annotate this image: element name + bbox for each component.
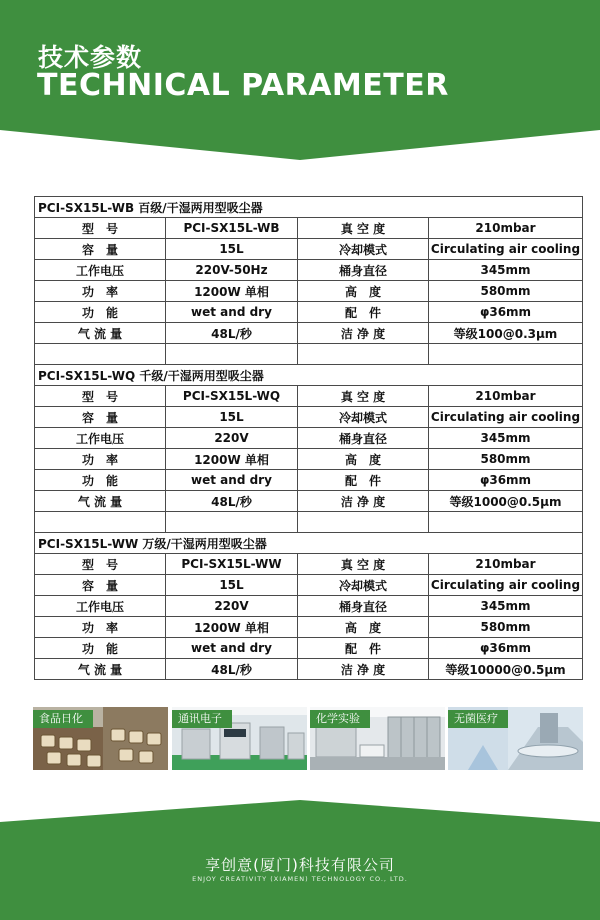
spec-tables [34, 196, 582, 680]
spec-value: Circulating air cooling [429, 239, 583, 260]
empty-cell [429, 512, 583, 533]
model-header-row [35, 197, 583, 218]
spec-label: 容 量 [35, 239, 166, 260]
footer-banner [0, 800, 600, 920]
spec-label: 功 率 [35, 281, 166, 302]
spec-label: 桶身直径 [298, 596, 429, 617]
spec-value: PCI-SX15L-WB [166, 218, 298, 239]
table-row [35, 617, 583, 638]
spec-label: 容 量 [35, 575, 166, 596]
spec-value: wet and dry [166, 638, 298, 659]
header-banner [0, 0, 600, 160]
empty-cell [298, 512, 429, 533]
spec-label: 工作电压 [35, 596, 166, 617]
spec-value: 等级100@0.3μm [429, 323, 583, 344]
spec-label: 气 流 量 [35, 659, 166, 680]
spec-label: 桶身直径 [298, 428, 429, 449]
spec-label: 高 度 [298, 617, 429, 638]
spec-label: 洁 净 度 [298, 323, 429, 344]
spec-label: 真 空 度 [298, 386, 429, 407]
spec-value: φ36mm [429, 638, 583, 659]
company-name-cn: 享创意(厦门)科技有限公司 [205, 856, 395, 874]
table-row [35, 260, 583, 281]
spec-label: 桶身直径 [298, 260, 429, 281]
page-title-cn: 技术参数 [38, 43, 143, 72]
spec-value: wet and dry [166, 302, 298, 323]
model-header-row [35, 365, 583, 386]
spec-value: wet and dry [166, 470, 298, 491]
spec-value: 1200W 单相 [166, 281, 298, 302]
table-row [35, 470, 583, 491]
spec-label: 型 号 [35, 218, 166, 239]
spec-value: 220V-50Hz [166, 260, 298, 281]
spec-label: 真 空 度 [298, 554, 429, 575]
spec-label: 洁 净 度 [298, 659, 429, 680]
spec-label: 配 件 [298, 302, 429, 323]
table-row [35, 554, 583, 575]
spec-value: 48L/秒 [166, 491, 298, 512]
application-label: 化学实验 [310, 710, 370, 728]
spec-label: 气 流 量 [35, 323, 166, 344]
spec-label: 功 能 [35, 470, 166, 491]
spec-value: 等级10000@0.5μm [429, 659, 583, 680]
application-label: 通讯电子 [172, 710, 232, 728]
spec-value: φ36mm [429, 470, 583, 491]
spec-label: 型 号 [35, 554, 166, 575]
spec-label: 配 件 [298, 470, 429, 491]
application-chemistry [310, 707, 445, 770]
company-name-en: ENJOY CREATIVITY (XIAMEN) TECHNOLOGY CO., LTD. [192, 875, 408, 883]
table-row [35, 407, 583, 428]
spec-value: 等级1000@0.5μm [429, 491, 583, 512]
table-row [35, 218, 583, 239]
empty-cell [35, 344, 166, 365]
application-label: 无菌医疗 [448, 710, 508, 728]
empty-cell [298, 344, 429, 365]
empty-cell [166, 512, 298, 533]
spec-value: 220V [166, 596, 298, 617]
spec-value: 580mm [429, 617, 583, 638]
table-row [35, 659, 583, 680]
table-row [35, 449, 583, 470]
spec-value: 15L [166, 407, 298, 428]
spec-value: 345mm [429, 428, 583, 449]
spec-label: 功 能 [35, 638, 166, 659]
table-row [35, 302, 583, 323]
spec-label: 型 号 [35, 386, 166, 407]
spec-value: 580mm [429, 281, 583, 302]
spacer-row [35, 512, 583, 533]
spec-value: 48L/秒 [166, 659, 298, 680]
spec-value: PCI-SX15L-WW [166, 554, 298, 575]
application-label: 食品日化 [33, 710, 93, 728]
spec-value: 580mm [429, 449, 583, 470]
spec-value: 210mbar [429, 386, 583, 407]
table-row [35, 638, 583, 659]
spec-value: 1200W 单相 [166, 449, 298, 470]
model-title: PCI-SX15L-WB 百级/干湿两用型吸尘器 [35, 197, 583, 218]
spec-value: φ36mm [429, 302, 583, 323]
model-title: PCI-SX15L-WQ 千级/干湿两用型吸尘器 [35, 365, 583, 386]
model-header-row [35, 533, 583, 554]
spec-label: 冷却模式 [298, 239, 429, 260]
page-title-en: TECHNICAL PARAMETER [37, 68, 449, 103]
spec-label: 工作电压 [35, 428, 166, 449]
table-row [35, 575, 583, 596]
spec-label: 高 度 [298, 449, 429, 470]
spec-value: 15L [166, 239, 298, 260]
empty-cell [429, 344, 583, 365]
spec-value: Circulating air cooling [429, 407, 583, 428]
application-medical [448, 707, 583, 770]
spacer-row [35, 344, 583, 365]
model-title: PCI-SX15L-WW 万级/干湿两用型吸尘器 [35, 533, 583, 554]
spec-label: 功 能 [35, 302, 166, 323]
application-photos [33, 707, 583, 770]
application-electronics [172, 707, 307, 770]
spec-label: 容 量 [35, 407, 166, 428]
spec-value: 220V [166, 428, 298, 449]
spec-label: 真 空 度 [298, 218, 429, 239]
table-row [35, 596, 583, 617]
spec-label: 工作电压 [35, 260, 166, 281]
application-food-chemical [33, 707, 168, 770]
spec-label: 冷却模式 [298, 575, 429, 596]
spec-value: Circulating air cooling [429, 575, 583, 596]
empty-cell [35, 512, 166, 533]
spec-label: 功 率 [35, 449, 166, 470]
spec-value: 15L [166, 575, 298, 596]
spec-label: 洁 净 度 [298, 491, 429, 512]
spec-table [34, 196, 583, 680]
table-row [35, 281, 583, 302]
spec-value: 1200W 单相 [166, 617, 298, 638]
table-row [35, 239, 583, 260]
spec-value: 345mm [429, 596, 583, 617]
spec-label: 冷却模式 [298, 407, 429, 428]
table-row [35, 491, 583, 512]
spec-label: 功 率 [35, 617, 166, 638]
spec-label: 配 件 [298, 638, 429, 659]
table-row [35, 323, 583, 344]
spec-value: 210mbar [429, 218, 583, 239]
table-row [35, 428, 583, 449]
empty-cell [166, 344, 298, 365]
spec-value: PCI-SX15L-WQ [166, 386, 298, 407]
spec-label: 气 流 量 [35, 491, 166, 512]
spec-value: 345mm [429, 260, 583, 281]
table-row [35, 386, 583, 407]
spec-value: 48L/秒 [166, 323, 298, 344]
spec-label: 高 度 [298, 281, 429, 302]
spec-value: 210mbar [429, 554, 583, 575]
